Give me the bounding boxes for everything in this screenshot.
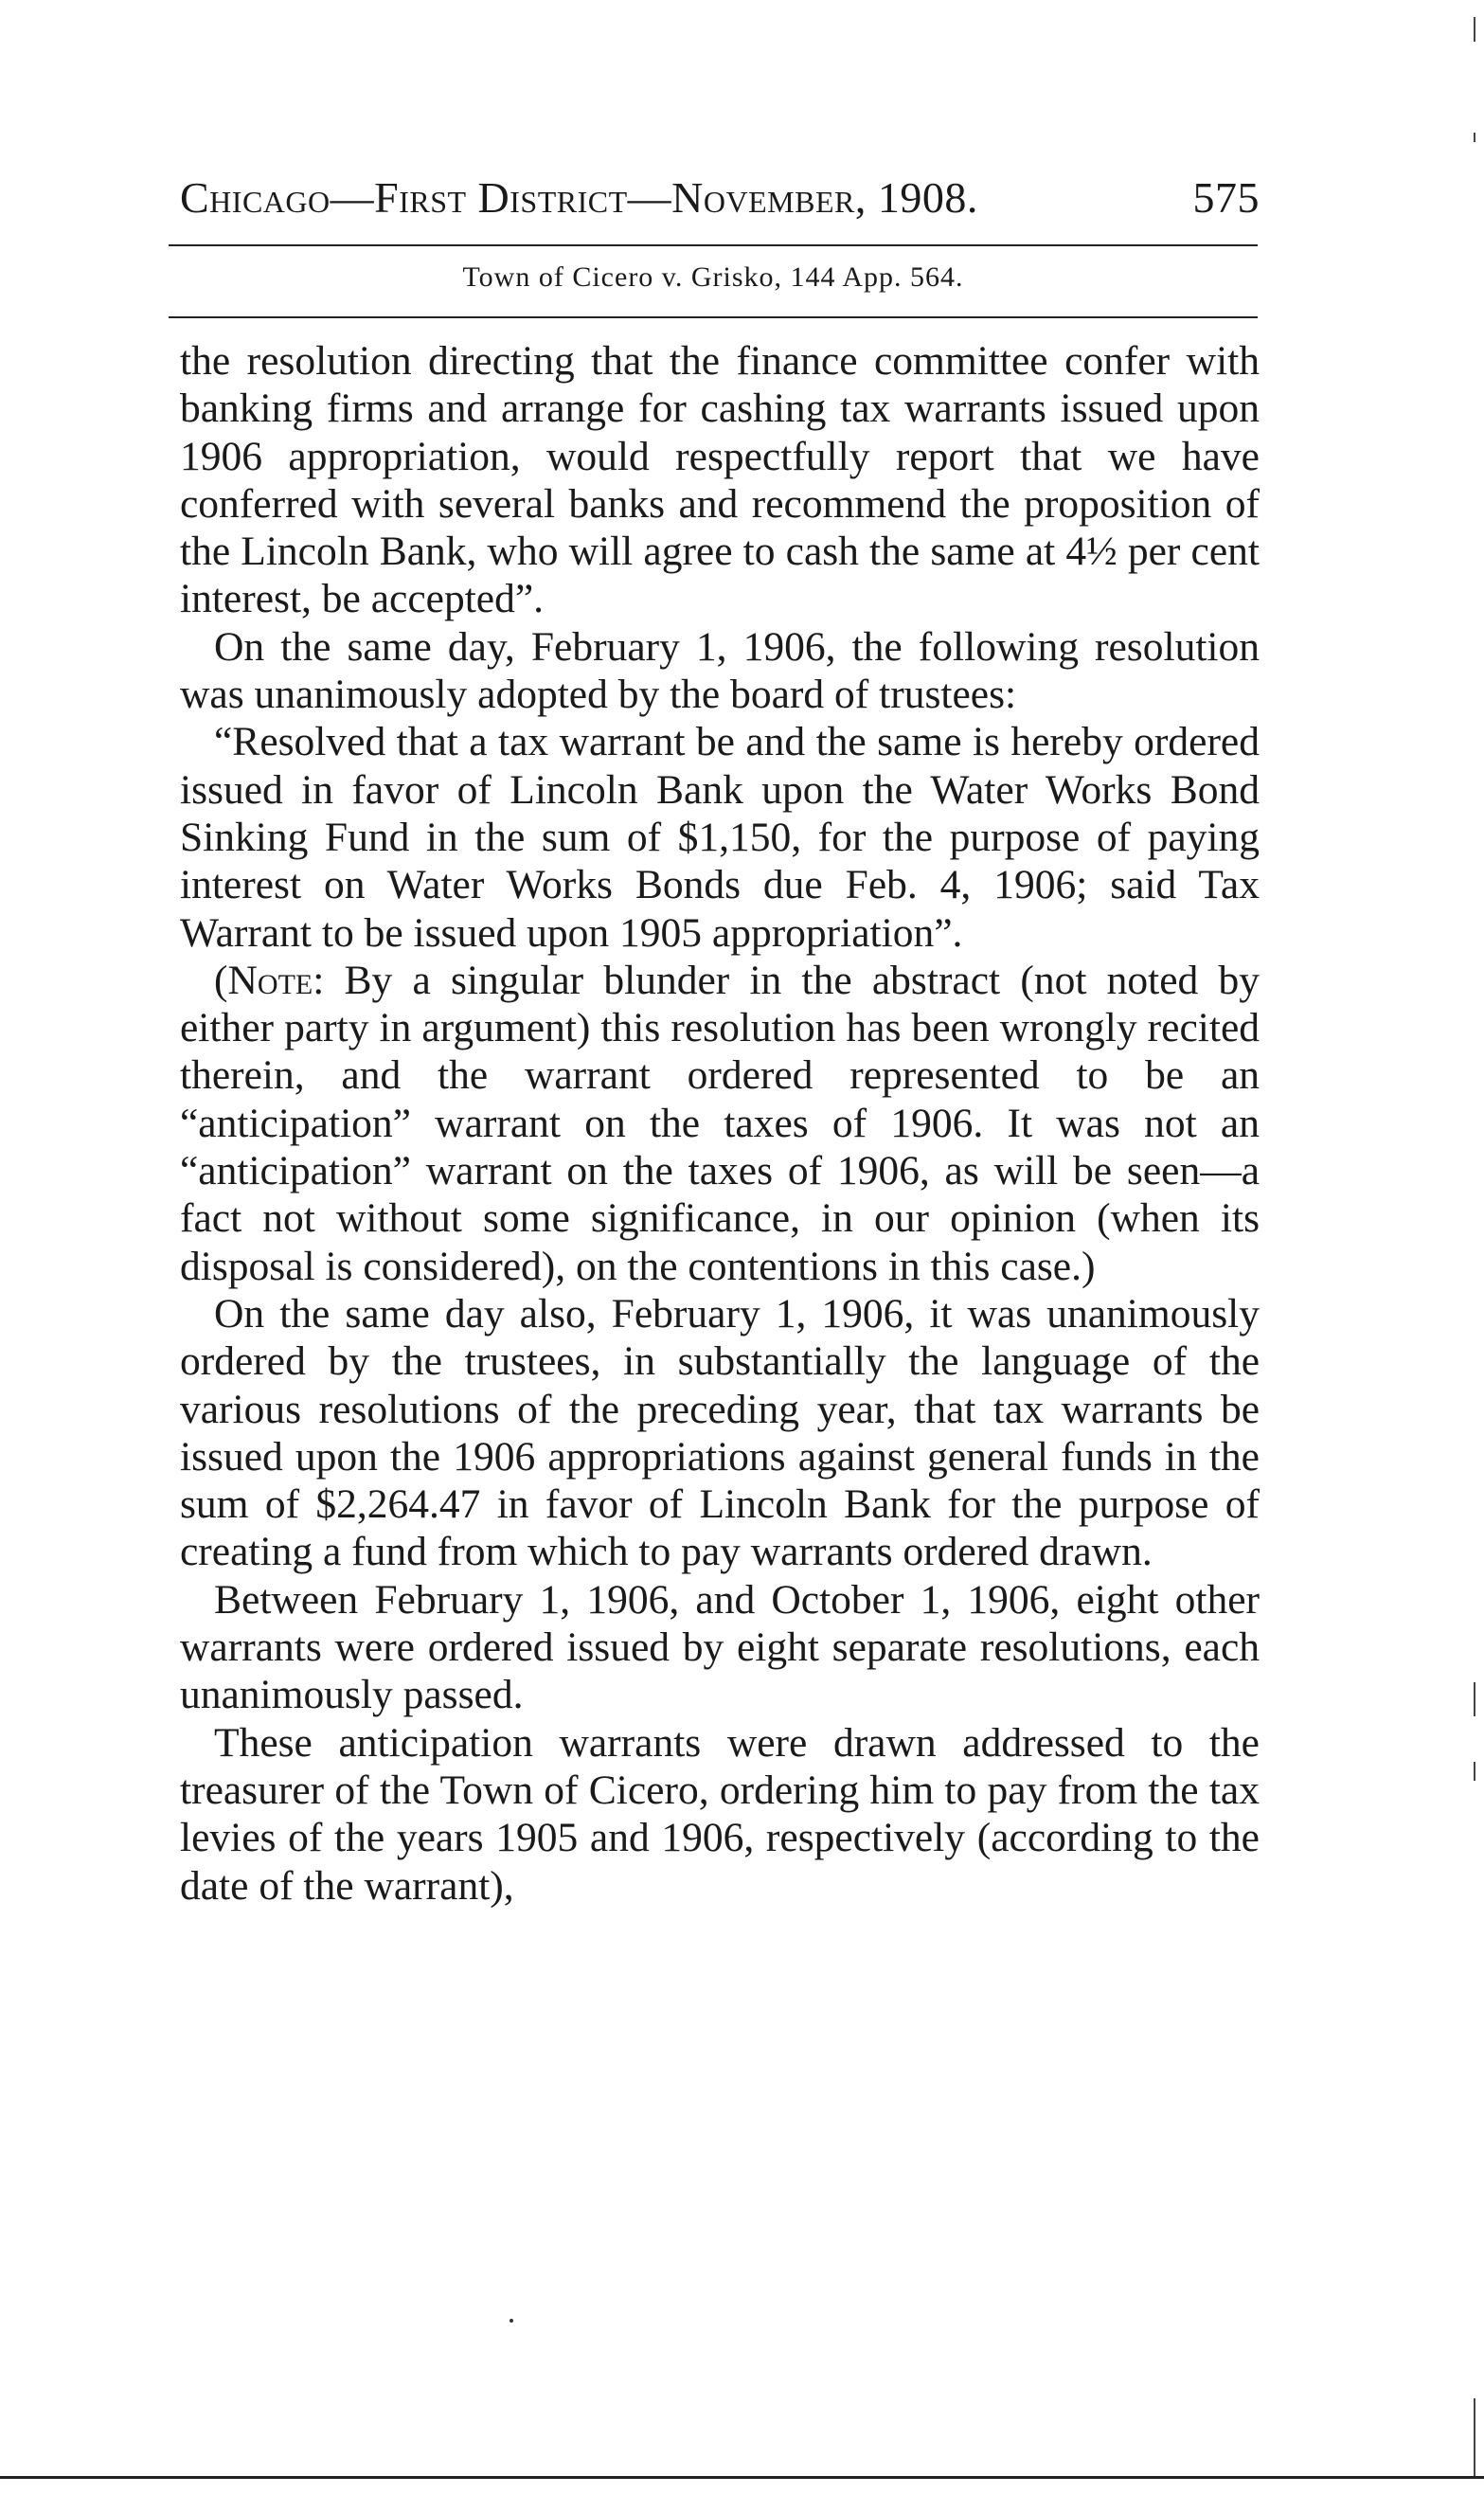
scan-bottom-edge bbox=[0, 2476, 1484, 2479]
paragraph-same-day: On the same day, February 1, 1906, the following resolution was unanimously adopted by the board of trustees: bbox=[180, 623, 1260, 718]
header-rule-top bbox=[169, 244, 1258, 246]
paragraph-note bbox=[180, 957, 1260, 1290]
paragraph-same-day-also: On the same day also, February 1, 1906, it was unanimously ordered by the trustees, in substantially the language of the various resolutions of the preceding year, that tax warrants be issued upon the 1906 appropriations against general funds in the sum of $2,264.47 in favor of Lincoln Bank for the purpose of creating a fund from which to pay warrants ordered drawn. bbox=[180, 1290, 1260, 1575]
note-text: : By a singular blunder in the abstract (not noted by either party in argument) this resolution has been wrongly recited therein, and the warrant ordered represented to be an “anticipation” warrant on the taxes of 1906. It was not an “anticipation” warrant on the taxes of 1906, as will be seen—a fact not without some significance, in our opinion (when its disposal is considered), on the contentions in this case.) bbox=[180, 957, 1260, 1289]
margin-mark bbox=[1474, 133, 1475, 142]
note-open: ( bbox=[214, 957, 228, 1003]
body-text bbox=[180, 337, 1260, 1910]
running-head-title: Chicago—First District—November, 1908. bbox=[180, 173, 978, 222]
note-label: Note bbox=[227, 957, 313, 1003]
paragraph-between-dates: Between February 1, 1906, and October 1, 1906, eight other warrants were ordered issued by eight separate resolutions, each unanimously passed. bbox=[180, 1576, 1260, 1718]
case-reference: Town of Cicero v. Grisko, 144 App. 564. bbox=[462, 261, 964, 293]
margin-mark bbox=[1474, 1682, 1475, 1716]
running-head bbox=[180, 172, 1260, 223]
paragraph-continuation: the resolution directing that the finance committee confer with banking firms and arrange for cashing tax warrants issued upon 1906 appropriation, would respectfully report that we have conferred with several banks and recommend the proposition of the Lincoln Bank, who will agree to cash the same at 4½ per cent interest, be accepted”. bbox=[180, 338, 1260, 622]
header-rule-bottom bbox=[169, 316, 1258, 318]
margin-mark bbox=[1474, 17, 1475, 42]
margin-mark bbox=[1474, 1762, 1475, 1781]
scan-speck bbox=[510, 2319, 513, 2323]
paragraph-resolution-quote: “Resolved that a tax warrant be and the same is hereby ordered issued in favor of Lincoln Bank upon the Water Works Bond Sinking Fund in the sum of $1,150, for the purpose of paying interest on Water Works Bonds due Feb. 4, 1906; said Tax Warrant to be issued upon 1905 appropriation”. bbox=[180, 719, 1260, 956]
margin-mark bbox=[1474, 2398, 1475, 2476]
page-number: 575 bbox=[1192, 173, 1260, 222]
paragraph-anticipation-warrants: These anticipation warrants were drawn addressed to the treasurer of the Town of Cicero, ordering him to pay from the tax levies of the years 1905 and 1906, respectively (according to the date of the warrant), bbox=[180, 1719, 1260, 1909]
